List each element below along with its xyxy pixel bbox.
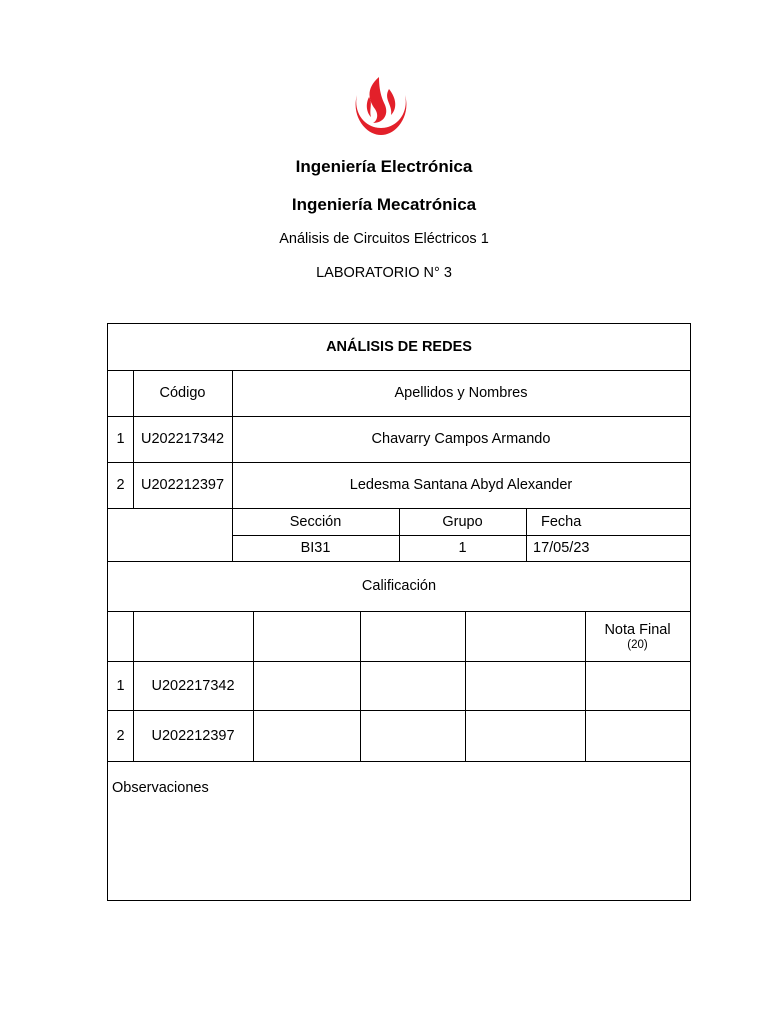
date-value: 17/05/23 — [533, 540, 590, 556]
final-grade-label: Nota Final — [604, 621, 671, 638]
career-title-2: Ingeniería Mecatrónica — [291, 195, 477, 214]
final-grade-scale: (20) — [627, 638, 648, 651]
university-logo-icon — [349, 75, 413, 139]
student-name: Ledesma Santana Abyd Alexander — [349, 477, 573, 493]
group-label: Grupo — [442, 513, 483, 530]
table-title: ANÁLISIS DE REDES — [326, 339, 472, 355]
section-value: BI31 — [300, 540, 331, 556]
section-label: Sección — [289, 513, 342, 530]
group-value: 1 — [458, 540, 467, 556]
grading-row-number: 2 — [116, 727, 125, 744]
observations-label: Observaciones — [112, 780, 209, 796]
career-title-1: Ingeniería Electrónica — [295, 157, 473, 176]
grading-row-code: U202212397 — [151, 727, 235, 744]
student-name: Chavarry Campos Armando — [371, 431, 551, 447]
student-code: U202217342 — [140, 431, 225, 447]
lab-number: LABORATORIO N° 3 — [316, 265, 452, 281]
report-table — [107, 323, 691, 901]
course-name: Análisis de Circuitos Eléctricos 1 — [279, 231, 489, 247]
grading-row-code: U202217342 — [151, 677, 235, 694]
column-header-code: Código — [159, 385, 206, 401]
student-number: 2 — [116, 477, 125, 493]
grading-title: Calificación — [361, 578, 437, 594]
grading-row-number: 1 — [116, 677, 125, 694]
student-code: U202212397 — [140, 477, 225, 493]
date-label: Fecha — [541, 513, 582, 530]
column-header-names: Apellidos y Nombres — [394, 385, 528, 401]
student-number: 1 — [116, 431, 125, 447]
final-grade-header — [585, 611, 690, 661]
